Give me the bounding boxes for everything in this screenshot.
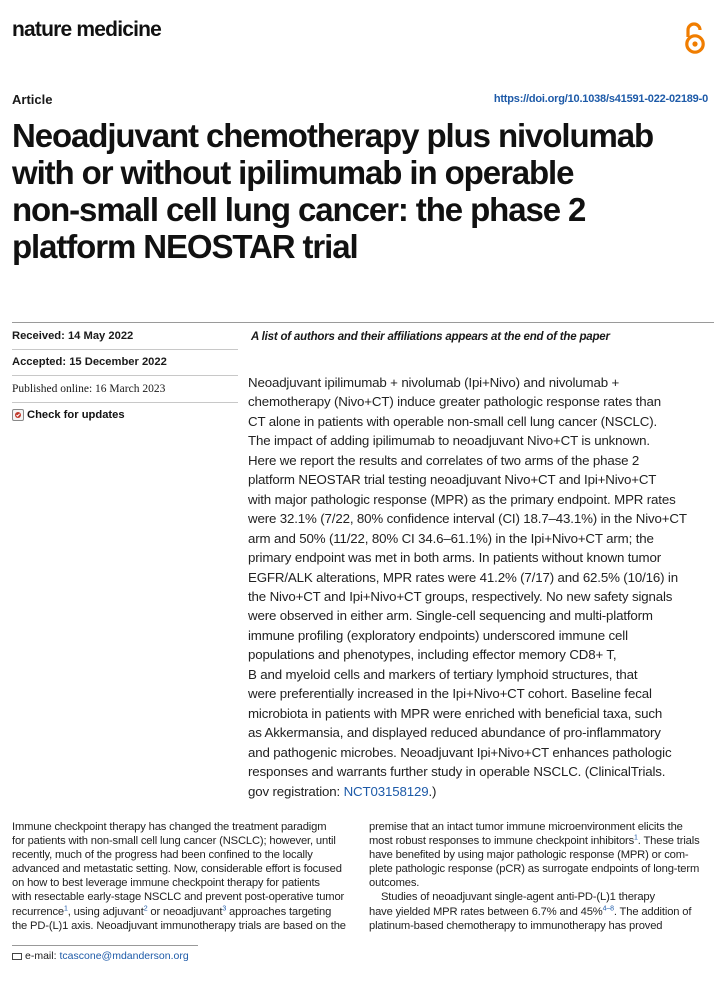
- journal-name: nature medicine: [12, 18, 162, 41]
- body-line: recently, much of the progress had been confined to the locally: [12, 849, 313, 862]
- check-updates-icon: [12, 409, 24, 421]
- header-divider: [12, 322, 714, 323]
- body-text: . These trials: [637, 835, 700, 848]
- accepted-date: Accepted: 15 December 2022: [12, 356, 167, 368]
- title-line: platform NEOSTAR trial: [12, 228, 358, 265]
- footnote-divider: [12, 945, 198, 946]
- email-label: e-mail:: [25, 950, 57, 962]
- abstract-line: with major pathologic response (MPR) as the primary endpoint. MPR rates: [248, 491, 676, 507]
- envelope-icon: [12, 953, 22, 960]
- body-line-with-refs: [12, 905, 355, 919]
- abstract-line: responses and warrants further study in operable NSCLC. (ClinicalTrials.: [248, 764, 666, 780]
- body-line-with-refs: [369, 834, 713, 848]
- abstract-line-last: [248, 782, 716, 801]
- body-text: have yielded MPR rates between 6.7% and 45%: [369, 905, 603, 918]
- abstract-line: B and myeloid cells and markers of tertiary lymphoid structures, that: [248, 666, 638, 682]
- abstract-line: populations and phenotypes, including effector memory CD8+ T,: [248, 647, 617, 663]
- title-line: with or without ipilimumab in operable: [12, 154, 574, 191]
- citation-ref[interactable]: 1: [634, 834, 638, 842]
- abstract-line: Neoadjuvant ipilimumab + nivolumab (Ipi+Nivo) and nivolumab +: [248, 375, 620, 390]
- open-access-icon: [684, 21, 706, 55]
- citation-ref[interactable]: 4–8: [602, 904, 614, 912]
- body-text: , using adjuvant: [67, 905, 144, 918]
- meta-divider: [12, 375, 238, 376]
- body-line-with-refs: [369, 905, 713, 919]
- abstract-line: were preferentially increased in the Ipi+Nivo+CT cohort. Baseline fecal: [248, 686, 652, 702]
- published-date: Published online: 16 March 2023: [12, 383, 166, 395]
- body-line: have benefited by using major pathologic response (MPR) or com-: [369, 849, 689, 862]
- doi-link[interactable]: https://doi.org/10.1038/s41591-022-02189-0: [493, 93, 708, 105]
- corresponding-email: [12, 950, 189, 962]
- abstract-line: were observed in either arm. Single-cell sequencing and multi-platform: [248, 608, 653, 624]
- body-line: with resectable early-stage NSCLC and prevent post-operative tumor: [12, 891, 345, 904]
- body-text: or neoadjuvant: [147, 905, 223, 918]
- citation-ref[interactable]: 3: [222, 904, 227, 912]
- article-title: [12, 117, 712, 265]
- title-line: non-small cell lung cancer: the phase 2: [12, 191, 586, 228]
- body-line: for patients with non-small cell lung cancer (NSCLC); however, until: [12, 835, 336, 848]
- email-link[interactable]: tcascone@mdanderson.org: [59, 950, 189, 962]
- abstract-line: platform NEOSTAR trial testing neoadjuvant Nivo+CT and Ipi+Nivo+CT: [248, 472, 657, 488]
- abstract-line: gov registration:: [248, 783, 344, 799]
- body-line: on how to best leverage immune checkpoint therapy for patients: [12, 877, 320, 890]
- check-for-updates-button[interactable]: [12, 409, 125, 421]
- received-date: Received: 14 May 2022: [12, 330, 134, 342]
- body-text: most robust responses to immune checkpoint inhibitors: [369, 835, 635, 848]
- abstract-line: immune profiling (exploratory endpoints) underscored immune cell: [248, 627, 628, 643]
- body-line: premise that an intact tumor immune microenvironment elicits the: [369, 821, 683, 833]
- abstract-line: as Akkermansia, and displayed reduced abundance of pro-inflammatory: [248, 725, 661, 741]
- body-line: Immune checkpoint therapy has changed the treatment paradigm: [12, 821, 327, 833]
- abstract-line: CT alone in patients with operable non-small cell lung cancer (NSCLC).: [248, 413, 658, 429]
- body-line: platinum-based chemotherapy to immunotherapy has proved: [369, 919, 663, 932]
- body-line: outcomes.: [369, 877, 420, 890]
- body-text: approaches targeting: [226, 905, 332, 918]
- body-text: recurrence: [12, 905, 64, 918]
- check-updates-label: Check for updates: [27, 409, 125, 421]
- body-column-right: [369, 820, 713, 933]
- meta-divider: [12, 349, 238, 350]
- abstract-line: the Nivo+CT and Ipi+Nivo+CT groups, respectively. No new safety signals: [248, 588, 673, 604]
- abstract-line: Here we report the results and correlates of two arms of the phase 2: [248, 452, 640, 468]
- abstract-line: EGFR/ALK alterations, MPR rates were 41.2% (7/17) and 62.5% (10/16) in: [248, 569, 678, 585]
- citation-ref[interactable]: 2: [143, 904, 148, 912]
- title-line: Neoadjuvant chemotherapy plus nivolumab: [12, 117, 654, 154]
- meta-divider: [12, 402, 238, 403]
- abstract-line: were 32.1% (7/22, 80% confidence interval (CI) 18.7–43.1%) in the Nivo+CT: [248, 511, 687, 527]
- affiliations-note: A list of authors and their affiliations appears at the end of the paper: [251, 331, 610, 343]
- abstract-line: microbiota in patients with MPR were enriched with beneficial taxa, such: [248, 705, 663, 721]
- body-line: Studies of neoadjuvant single-agent anti-PD-(L)1 therapy: [381, 891, 655, 904]
- citation-ref[interactable]: 1: [63, 904, 68, 912]
- body-line: the PD-(L)1 axis. Neoadjuvant immunotherapy trials are based on the: [12, 919, 346, 932]
- abstract: [248, 373, 716, 801]
- trial-registration-link[interactable]: NCT03158129: [343, 783, 429, 799]
- body-text: . The addition of: [613, 905, 692, 918]
- abstract-line: chemotherapy (Nivo+CT) induce greater pathologic response rates than: [248, 394, 661, 410]
- registration-suffix: .): [428, 783, 437, 799]
- body-column-left: [12, 820, 355, 933]
- article-type: Article: [12, 92, 53, 107]
- abstract-line: primary endpoint was met in both arms. In patients without known tumor: [248, 550, 661, 566]
- abstract-line: and pathogenic microbes. Neoadjuvant Ipi+Nivo+CT enhances pathologic: [248, 744, 672, 760]
- body-line: advanced and metastatic setting. Now, considerable effort is focused: [12, 863, 342, 876]
- body-line: plete pathologic response (pCR) as surrogate endpoints of long-term: [369, 863, 700, 876]
- abstract-line: The impact of adding ipilimumab to neoadjuvant Nivo+CT is unknown.: [248, 433, 650, 449]
- abstract-line: arm and 50% (11/22, 80% CI 34.6–61.1%) in the Ipi+Nivo+CT arm; the: [248, 530, 654, 546]
